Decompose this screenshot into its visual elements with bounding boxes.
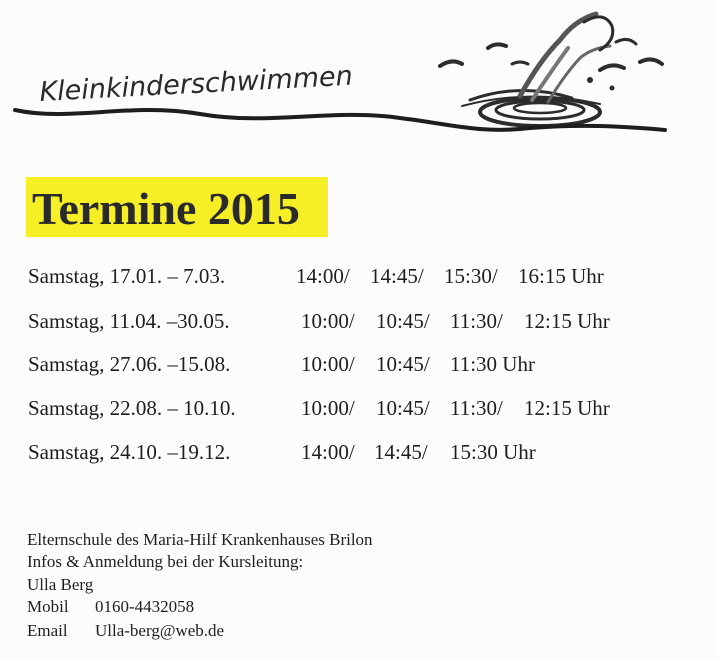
schedule-time: 11:30/ [450,309,503,333]
schedule-time: 10:00/ [301,352,355,376]
schedule-time: 12:15 Uhr [524,396,610,420]
schedule-time: 10:45/ [376,352,430,376]
schedule-time: 10:00/ [301,396,355,420]
schedule-time: 14:45/ [374,440,428,464]
schedule-date: Samstag, 27.06. –15.08. [28,352,231,376]
schedule-time: 11:30 Uhr [450,352,535,376]
footer-mobile [27,596,194,618]
schedule-time: 11:30/ [450,396,503,420]
footer-info: Infos & Anmeldung bei der Kursleitung: [27,552,304,571]
footer-email [27,620,224,642]
schedule-time: 14:00/ [296,264,350,288]
schedule-time: 14:00/ [301,440,355,464]
page-title: Termine 2015 [32,183,300,234]
schedule-date: Samstag, 24.10. –19.12. [28,440,231,464]
mobile-number: 0160-4432058 [95,597,195,616]
logo-text: Kleinkinderschwimmen [38,60,354,108]
mobile-label: Mobil [27,597,69,616]
swimming-logo [0,0,718,165]
schedule-time: 10:45/ [376,396,430,420]
schedule-time: 15:30 Uhr [450,440,536,464]
schedule-date: Samstag, 17.01. – 7.03. [28,264,226,288]
schedule-time: 10:00/ [301,309,355,333]
schedule-date: Samstag, 22.08. – 10.10. [28,396,236,420]
schedule-time: 12:15 Uhr [524,309,610,333]
water-splash-icon [440,14,662,126]
email-address: Ulla-berg@web.de [95,621,225,640]
schedule-time: 14:45/ [370,264,424,288]
email-label: Email [27,621,68,640]
water-wave-line [15,110,665,130]
schedule-date: Samstag, 11.04. –30.05. [28,309,230,333]
schedule-time: 10:45/ [376,309,430,333]
footer-contact-name: Ulla Berg [27,575,94,594]
footer-school: Elternschule des Maria-Hilf Krankenhauses Brilon [27,530,373,549]
schedule-time: 15:30/ [444,264,498,288]
schedule-time: 16:15 Uhr [518,264,604,288]
